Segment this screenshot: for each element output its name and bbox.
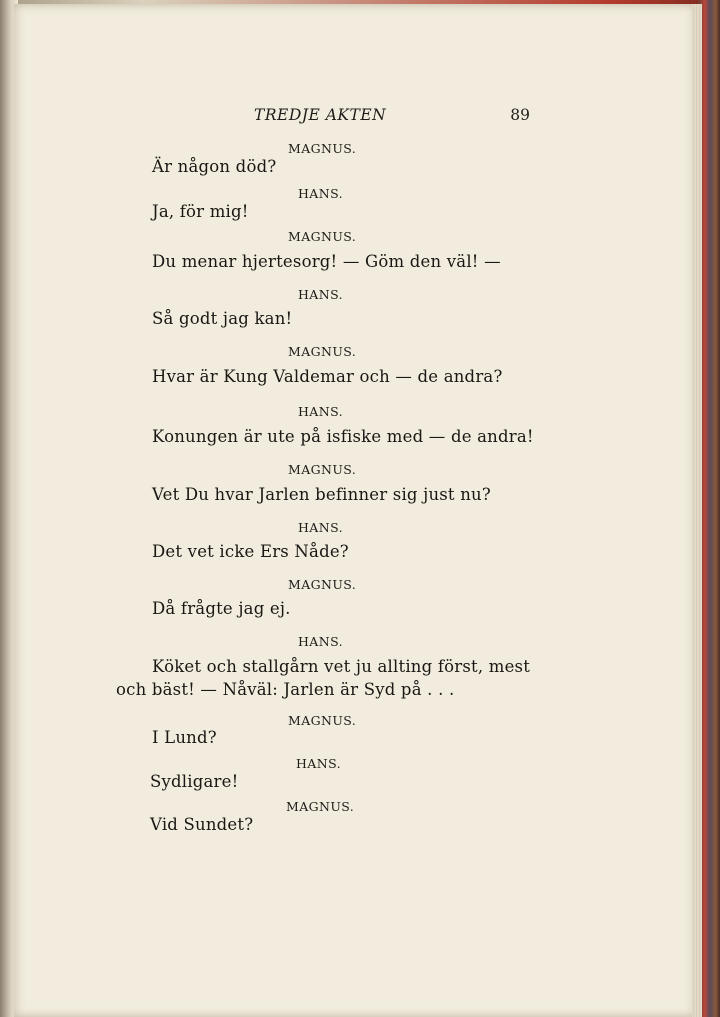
dialogue-line: Då frågte jag ej. (152, 599, 291, 618)
running-header (150, 106, 530, 126)
speaker-name: MAGNUS. (288, 141, 357, 156)
dialogue-line: Det vet icke Ers Nåde? (152, 542, 349, 561)
speaker-name: MAGNUS. (288, 577, 357, 592)
speaker-name: HANS. (298, 404, 343, 419)
speaker-name: HANS. (298, 520, 343, 535)
running-title: TREDJE AKTEN (254, 106, 387, 124)
dialogue-line: Sydligare! (150, 772, 239, 791)
book-page (14, 4, 700, 1017)
speaker-name: HANS. (296, 756, 341, 771)
speaker-name: MAGNUS. (288, 462, 357, 477)
dialogue-line: och bäst! — Nåväl: Jarlen är Syd på . . . (116, 680, 455, 699)
dialogue-line: Vid Sundet? (150, 815, 254, 834)
speaker-name: MAGNUS. (288, 229, 357, 244)
dialogue-line: Konungen är ute på isfiske med — de andra! (152, 427, 534, 446)
dialogue-line: Köket och stallgårn vet ju allting först, mest (152, 657, 531, 676)
speaker-name: HANS. (298, 287, 343, 302)
dialogue-line: I Lund? (152, 728, 217, 747)
page-stack-edge (692, 4, 702, 1017)
dialogue-line: Så godt jag kan! (152, 309, 293, 328)
page-number: 89 (510, 106, 530, 124)
dialogue-line: Är någon död? (152, 157, 277, 176)
speaker-name: MAGNUS. (288, 344, 357, 359)
speaker-name: MAGNUS. (288, 713, 357, 728)
speaker-name: HANS. (298, 634, 343, 649)
dialogue-line: Du menar hjertesorg! — Göm den väl! — (152, 252, 501, 271)
dialogue-line: Hvar är Kung Valdemar och — de andra? (152, 367, 503, 386)
speaker-name: HANS. (298, 186, 343, 201)
speaker-name: MAGNUS. (286, 799, 355, 814)
dialogue-line: Vet Du hvar Jarlen befinner sig just nu? (152, 485, 491, 504)
dialogue-line: Ja, för mig! (152, 202, 249, 221)
